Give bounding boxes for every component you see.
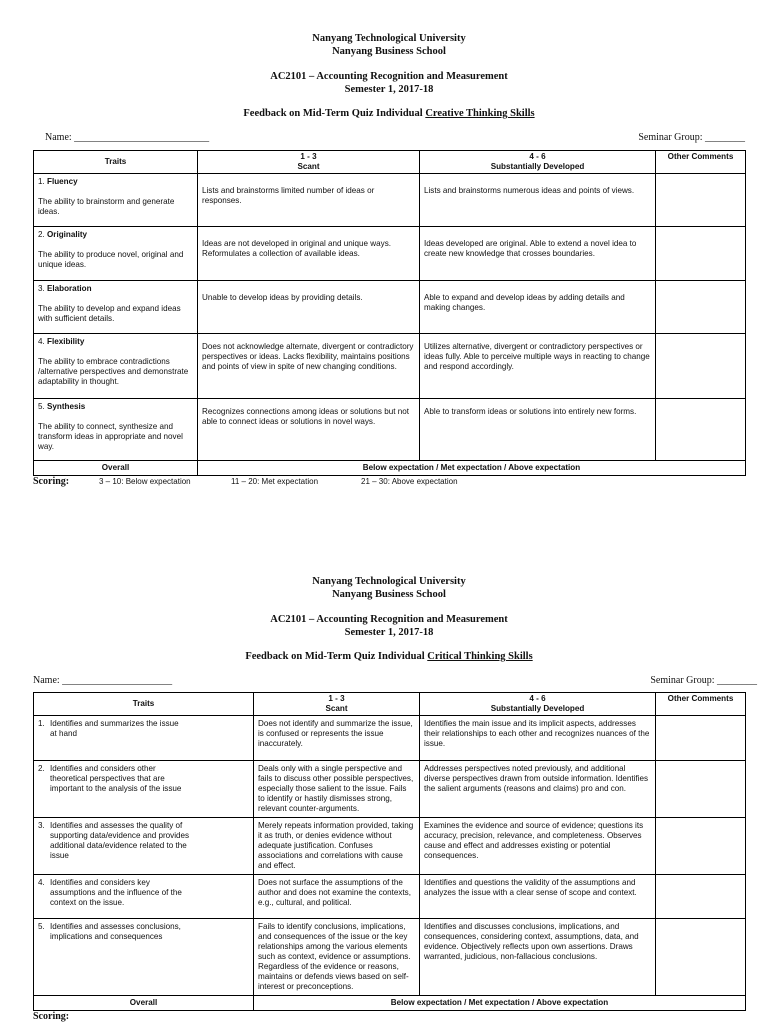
- table-row: [34, 281, 746, 334]
- table-row: [34, 919, 746, 996]
- trait-cell: [34, 227, 198, 281]
- header-traits: Traits: [34, 693, 254, 716]
- scoring-met: 11 – 20: Met expectation: [231, 477, 319, 486]
- feedback-prefix: Feedback on Mid-Term Quiz Individual: [245, 651, 428, 662]
- table-header-row: [34, 151, 746, 174]
- trait-cell: [34, 399, 198, 461]
- trait-cell: [34, 334, 198, 399]
- scant-cell: Lists and brainstorms limited number of ideas or responses.: [198, 174, 420, 227]
- trait-description: The ability to produce novel, original and unique ideas.: [38, 250, 184, 269]
- scant-cell: Does not acknowledge alternate, divergent or contradictory perspectives or ideas. Lacks flexibility, maintains positions and points of view in spite of new changing conditions.: [198, 334, 420, 399]
- course-title: AC2101 – Accounting Recognition and Measurement: [270, 71, 508, 82]
- trait-number: 1.: [38, 719, 45, 728]
- comments-cell[interactable]: [656, 761, 746, 818]
- comments-cell[interactable]: [656, 919, 746, 996]
- header-dev-range: 4 - 6: [529, 152, 546, 161]
- scant-cell: Merely repeats information provided, taking it as truth, or denies evidence without adequate justification. Confuses associations and correlations with cause and effect.: [254, 818, 420, 875]
- developed-cell: Lists and brainstorms numerous ideas and points of views.: [420, 174, 656, 227]
- trait-text: Identifies and considers other theoretical perspectives that are important to the analysis of the issue: [50, 764, 182, 793]
- comments-cell[interactable]: [656, 875, 746, 919]
- trait-number: 4.: [38, 878, 45, 887]
- name-field[interactable]: Name: ______________________: [33, 675, 173, 686]
- header-traits: Traits: [34, 151, 198, 174]
- overall-row: [34, 461, 746, 476]
- header-comments: Other Comments: [656, 693, 746, 716]
- scoring-above: 21 – 30: Above expectation: [361, 477, 458, 486]
- header-developed: [420, 151, 656, 174]
- scant-cell: Recognizes connections among ideas or solutions but not able to connect ideas or solutions in novel ways.: [198, 399, 420, 461]
- trait-text: Identifies and considers key assumptions and the influence of the context on the issue.: [50, 878, 182, 907]
- trait-name: Elaboration: [47, 284, 92, 293]
- header-comments: Other Comments: [656, 151, 746, 174]
- developed-cell: Addresses perspectives noted previously, and additional diverse perspectives drawn from outside information. Identifies the salient arguments (reasons and claims) pro and con.: [420, 761, 656, 818]
- overall-label: Overall: [34, 996, 254, 1011]
- trait-cell: [34, 281, 198, 334]
- header-scant-range: 1 - 3: [300, 152, 317, 161]
- scant-cell: Ideas are not developed in original and unique ways. Reformulates a collection of available ideas.: [198, 227, 420, 281]
- header-scant-range: 1 - 3: [328, 694, 345, 703]
- feedback-skill: Creative Thinking Skills: [425, 108, 535, 119]
- trait-cell: [34, 818, 254, 875]
- trait-number: 3.: [38, 284, 47, 293]
- trait-number: 2.: [38, 230, 47, 239]
- scoring-legend: [33, 477, 745, 489]
- trait-cell: [34, 174, 198, 227]
- trait-cell: [34, 716, 254, 761]
- trait-number: 3.: [38, 821, 45, 830]
- comments-cell[interactable]: [656, 818, 746, 875]
- feedback-prefix: Feedback on Mid-Term Quiz Individual: [243, 108, 426, 119]
- table-row: [34, 875, 746, 919]
- trait-description: The ability to embrace contradictions /alternative perspectives and demonstrate adaptability in thought.: [38, 357, 189, 386]
- overall-row: [34, 996, 746, 1011]
- scoring-legend: [33, 1012, 745, 1024]
- university-name: Nanyang Technological University: [312, 33, 466, 44]
- trait-number: 5.: [38, 402, 47, 411]
- trait-name: Flexibility: [47, 337, 85, 346]
- trait-cell: [34, 919, 254, 996]
- trait-number: 1.: [38, 177, 47, 186]
- developed-cell: Utilizes alternative, divergent or contradictory perspectives or ideas fully. Able to perceive multiple ways in reacting to change and respond accordingly.: [420, 334, 656, 399]
- header-scant: [198, 151, 420, 174]
- comments-cell[interactable]: [656, 399, 746, 461]
- scant-cell: Unable to develop ideas by providing details.: [198, 281, 420, 334]
- table-row: [34, 716, 746, 761]
- name-row: [33, 675, 757, 689]
- header-scant-label: Scant: [297, 162, 320, 171]
- trait-number: 2.: [38, 764, 45, 773]
- scoring-below: 3 – 10: Below expectation: [99, 477, 191, 486]
- header-dev-label: Substantially Developed: [490, 162, 585, 171]
- scant-cell: Fails to identify conclusions, implications, and consequences of the issue or the key relationships among the various elements such as context, evidence or assumptions. Regardless of the evidence or reasons, maintains or defends views based on self-interest or preconceptions.: [254, 919, 420, 996]
- scant-cell: Deals only with a single perspective and fails to discuss other possible perspectives, especially those salient to the issue. Fails to identify or hastily dismisses strong, relevant counter-arguments.: [254, 761, 420, 818]
- trait-text: Identifies and assesses conclusions, implications and consequences: [50, 922, 181, 941]
- school-name: Nanyang Business School: [332, 45, 446, 57]
- table-header-row: [34, 693, 746, 716]
- scoring-label: Scoring:: [33, 476, 70, 487]
- trait-text: Identifies and assesses the quality of supporting data/evidence and provides additional data/evidence related to the issue: [50, 821, 190, 860]
- name-field[interactable]: Name: ___________________________: [45, 132, 210, 143]
- developed-cell: Ideas developed are original. Able to extend a novel idea to create new knowledge that crosses boundaries.: [420, 227, 656, 281]
- rubric-table: [33, 692, 746, 1011]
- rubric-sheet-critical: [33, 576, 757, 1024]
- table-row: [34, 174, 746, 227]
- table-row: [34, 227, 746, 281]
- comments-cell[interactable]: [656, 174, 746, 227]
- developed-cell: Identifies and questions the validity of the assumptions and analyzes the issue with a clear sense of scope and context.: [420, 875, 656, 919]
- trait-description: The ability to develop and expand ideas with sufficient details.: [38, 304, 181, 323]
- scant-cell: Does not surface the assumptions of the author and does not examine the contexts, e.g., cultural, and political.: [254, 875, 420, 919]
- developed-cell: Able to expand and develop ideas by adding details and making changes.: [420, 281, 656, 334]
- feedback-skill: Critical Thinking Skills: [427, 651, 533, 662]
- table-row: [34, 818, 746, 875]
- sheet-header: [33, 576, 745, 639]
- overall-value: Below expectation / Met expectation / Above expectation: [254, 996, 746, 1011]
- developed-cell: Examines the evidence and source of evidence; questions its accuracy, precision, relevance, and completeness. Observes cause and effect and addresses existing or potential consequences.: [420, 818, 656, 875]
- trait-number: 4.: [38, 337, 47, 346]
- trait-cell: [34, 875, 254, 919]
- comments-cell[interactable]: [656, 227, 746, 281]
- header-scant: [254, 693, 420, 716]
- header-scant-label: Scant: [325, 704, 348, 713]
- developed-cell: Able to transform ideas or solutions into entirely new forms.: [420, 399, 656, 461]
- trait-name: Synthesis: [47, 402, 86, 411]
- comments-cell[interactable]: [656, 281, 746, 334]
- table-row: [34, 334, 746, 399]
- trait-description: The ability to connect, synthesize and transform ideas in appropriate and novel way.: [38, 422, 183, 451]
- trait-description: The ability to brainstorm and generate ideas.: [38, 197, 175, 216]
- scant-cell: Does not identify and summarize the issue, is confused or represents the issue inaccurately.: [254, 716, 420, 761]
- course-title: AC2101 – Accounting Recognition and Measurement: [270, 614, 508, 625]
- feedback-title: [33, 108, 745, 119]
- rubric-table: [33, 150, 746, 476]
- sheet-header: [33, 33, 745, 96]
- comments-cell[interactable]: [656, 334, 746, 399]
- scoring-label: Scoring:: [33, 1011, 70, 1022]
- semester: Semester 1, 2017-18: [344, 626, 434, 638]
- semester: Semester 1, 2017-18: [344, 83, 434, 95]
- overall-value: Below expectation / Met expectation / Above expectation: [198, 461, 746, 476]
- rubric-sheet-creative: [33, 33, 745, 489]
- seminar-group-field[interactable]: Seminar Group: ________: [650, 675, 757, 686]
- header-dev-label: Substantially Developed: [490, 704, 585, 713]
- trait-number: 5.: [38, 922, 45, 931]
- trait-text: Identifies and summarizes the issue at hand: [50, 719, 179, 738]
- developed-cell: Identifies the main issue and its implicit aspects, addresses their relationships to each other and recognizes nuances of the issue.: [420, 716, 656, 761]
- header-dev-range: 4 - 6: [529, 694, 546, 703]
- feedback-title: [33, 651, 745, 662]
- name-row: [33, 132, 745, 146]
- trait-name: Originality: [47, 230, 88, 239]
- developed-cell: Identifies and discusses conclusions, implications, and consequences, considering context, assumptions, data, and evidence. Objectively reflects upon own assertions. Draws warranted, judicious, non-fallacious conclusions.: [420, 919, 656, 996]
- trait-name: Fluency: [47, 177, 78, 186]
- table-row: [34, 399, 746, 461]
- header-developed: [420, 693, 656, 716]
- comments-cell[interactable]: [656, 716, 746, 761]
- trait-cell: [34, 761, 254, 818]
- university-name: Nanyang Technological University: [312, 576, 466, 587]
- overall-label: Overall: [34, 461, 198, 476]
- seminar-group-field[interactable]: Seminar Group: ________: [638, 132, 745, 143]
- table-row: [34, 761, 746, 818]
- school-name: Nanyang Business School: [332, 588, 446, 600]
